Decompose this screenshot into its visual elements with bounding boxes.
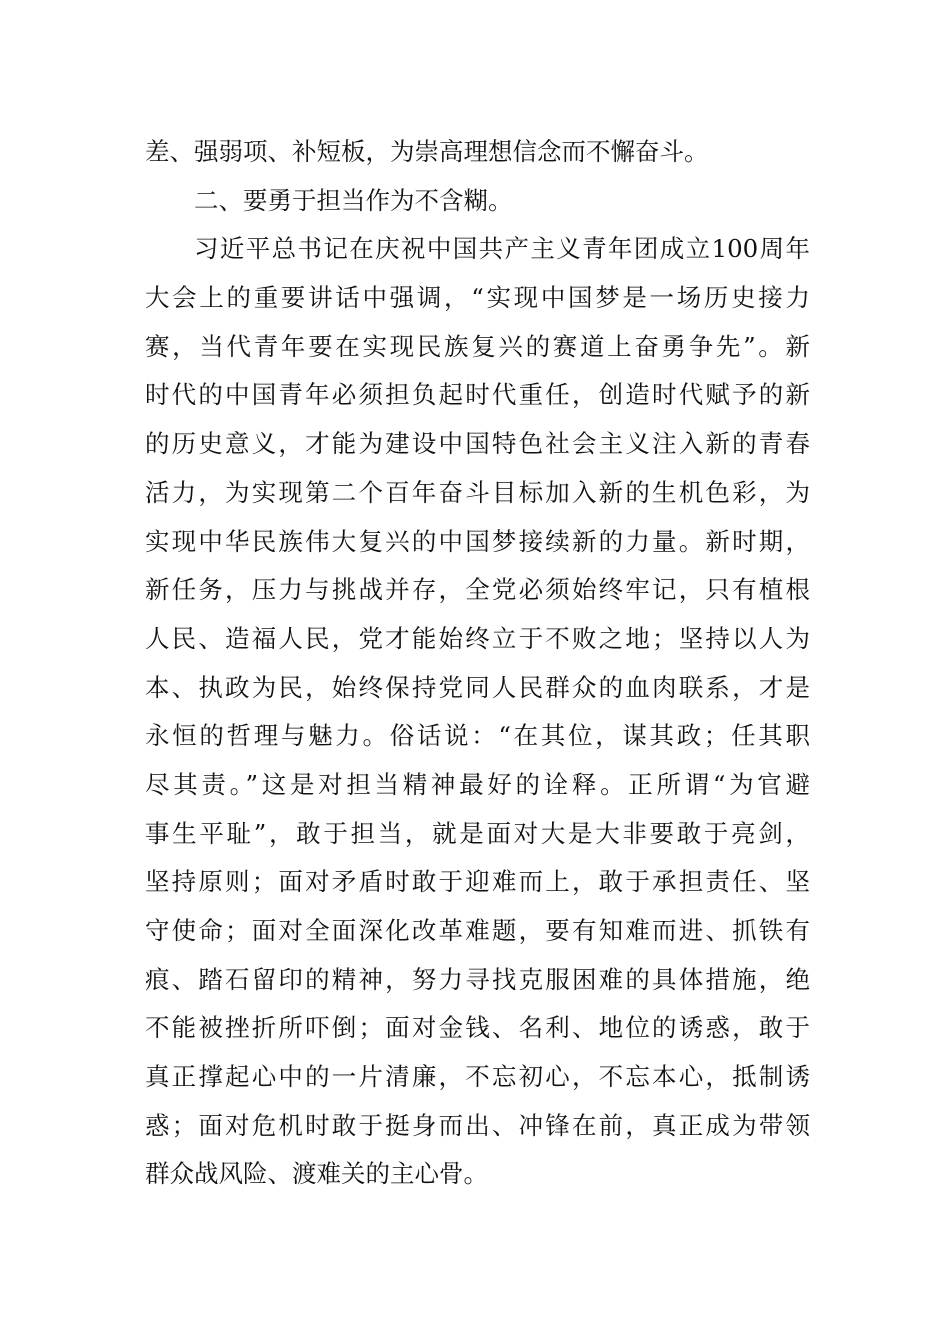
paragraph-line: 真正撑起心中的一片清廉，不忘初心，不忘本心，抵制诱 — [145, 1062, 810, 1092]
paragraph-line: 坚持原则；面对矛盾时敢于迎难而上，敢于承担责任、坚 — [145, 867, 810, 897]
paragraph-line: 永恒的哲理与魅力。俗话说：“在其位，谋其政；任其职 — [145, 721, 810, 751]
paragraph-line: 习近平总书记在庆祝中国共产主义青年团成立100周年 — [194, 234, 810, 264]
paragraph-line: 大会上的重要讲话中强调，“实现中国梦是一场历史接力 — [145, 283, 810, 313]
paragraph-line: 实现中华民族伟大复兴的中国梦接续新的力量。新时期， — [145, 526, 810, 556]
paragraph-line: 本、执政为民，始终保持党同人民群众的血肉联系，才是 — [145, 672, 810, 702]
paragraph-line: 活力，为实现第二个百年奋斗目标加入新的生机色彩，为 — [145, 477, 810, 507]
document-body — [145, 128, 810, 1199]
paragraph-line: 赛，当代青年要在实现民族复兴的赛道上奋勇争先”。新 — [145, 331, 810, 361]
paragraph-tail-line: 差、强弱项、补短板，为崇高理想信念而不懈奋斗。 — [145, 137, 709, 166]
paragraph-line: 时代的中国青年必须担负起时代重任，创造时代赋予的新 — [145, 380, 810, 410]
paragraph-last-line: 群众战风险、渡难关的主心骨。 — [145, 1159, 488, 1189]
paragraph-line: 守使命；面对全面深化改革难题，要有知难而进、抓铁有 — [145, 916, 810, 945]
paragraph-line: 不能被挫折所吓倒；面对金钱、名利、地位的诱惑，敢于 — [145, 1013, 810, 1043]
paragraph-line: 的历史意义，才能为建设中国特色社会主义注入新的青春 — [145, 429, 810, 459]
paragraph-line: 痕、踏石留印的精神，努力寻找克服困难的具体措施，绝 — [145, 964, 810, 994]
paragraph-line: 新任务，压力与挑战并存，全党必须始终牢记，只有植根 — [145, 575, 810, 605]
section-heading: 二、要勇于担当作为不含糊。 — [194, 185, 513, 215]
paragraph-line: 事生平耻”，敢于担当，就是面对大是大非要敢于亮剑， — [145, 818, 810, 848]
paragraph-line: 人民、造福人民，党才能始终立于不败之地；坚持以人为 — [145, 623, 810, 653]
paragraph-line: 尽其责。”这是对担当精神最好的诠释。正所谓“为官避 — [145, 769, 810, 799]
paragraph-line: 惑；面对危机时敢于挺身而出、冲锋在前，真正成为带领 — [145, 1110, 810, 1140]
